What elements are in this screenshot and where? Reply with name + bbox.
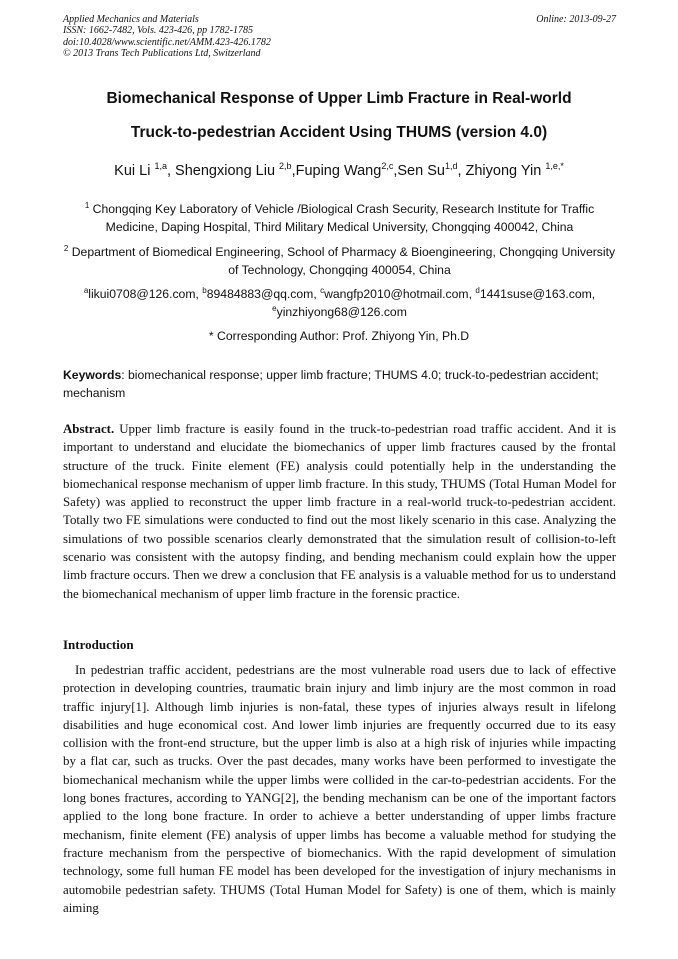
keywords-label: Keywords xyxy=(63,368,122,382)
introduction-paragraph: In pedestrian traffic accident, pedestrians are the most vulnerable road users due to lack of effective protection in developing countries, traumatic brain injury and limb injury are the most common in road traffic injury[1]. Although limb injuries is non-fatal, these types of injuries always result in lifelong disabilities and huge economical cost. And lower limb injuries are frequently occurred due to its easy collision with the front-end structure, but the upper limb is also at a high risk of injuries while impacting by a flat car, such as trucks. Over the past decades, many works have been performed to investigate the biomechanical mechanism while the upper limbs were collided in the car-to-pedestrian accidents. For the long bones fractures, according to YANG[2], the bending mechanism can be one of the important factors applied to the long bone fracture. In order to achieve a better understanding of upper limbs fracture mechanism, finite element (FE) analysis of upper limbs has become a valuable method for studying the fracture mechanism from the perspective of biomechanics. With the rapid development of simulation technology, some full human FE model has been developed for the investigation of injury mechanisms in automobile pedestrian safety. THUMS (Total Human Model for Safety) is one of them, which is mainly aiming xyxy=(63,663,616,915)
doi-line: doi:10.4028/www.scientific.net/AMM.423-426.1782 xyxy=(63,36,271,48)
paper-title-line-1: Biomechanical Response of Upper Limb Fracture in Real-world xyxy=(106,90,572,107)
keywords-text: : biomechanical response; upper limb fracture; THUMS 4.0; truck-to-pedestrian accident; mechanism xyxy=(63,368,599,400)
copyright-line: © 2013 Trans Tech Publications Ltd, Switzerland xyxy=(63,47,261,59)
email-link[interactable]: $^d$1441suse@163.com xyxy=(475,285,592,301)
email-link[interactable]: $^c$wangfp2010@hotmail.com xyxy=(320,285,469,301)
author: Sen Su$^{1,d}$, xyxy=(397,161,466,179)
author: Fuping Wang$^{2,c}$, xyxy=(295,161,398,179)
abstract-label: Abstract. xyxy=(63,422,115,436)
author: Shengxiong Liu $^{2,b}$, xyxy=(175,161,296,179)
author: Kui Li $^{1,a}$, xyxy=(114,161,176,179)
author-emails: $^a$likui0708@126.com, $^b$89484883@qq.com, $^c$wangfp2010@hotmail.com, $^d$1441suse@163.com, $^e$yinzhiyong68@126.com xyxy=(83,285,596,319)
abstract-text: Upper limb fracture is easily found in the truck-to-pedestrian road traffic accident. And it is important to understand and elucidate the biomechanics of upper limb fractures caused by the frontal structure of the truck. Finite element (FE) analysis could potentially help in the understanding the biomechanical response mechanism of upper limb fracture. In this study, THUMS (Total Human Model for Safety) was applied to reconstruct the upper limb fracture in a real-world truck-to-pedestrian accident. Totally two FE simulations were conducted to find out the most likely scenario in this case. Analyzing the simulations of two possible scenarios clearly demonstrated that the simulation result of collision-to-left scenario was consistent with the autopsy finding, and bending mechanism could explain how the upper limb fracture occurs. Then we drew a conclusion that FE analysis is a valuable method for us to understand the biomechanical mechanism of upper limb fracture in the forensic practice. xyxy=(63,422,616,601)
author: Zhiyong Yin $^{1,e,*}$ xyxy=(465,161,564,179)
journal-name: Applied Mechanics and Materials xyxy=(63,14,199,25)
corresponding-author: * Corresponding Author: Prof. Zhiyong Yin, Ph.D xyxy=(208,329,470,343)
journal-header xyxy=(63,14,616,59)
affiliation-2: $^2$ Department of Biomedical Engineering, School of Pharmacy & Bioengineering, Chongqing University of Technology, Chongqing 400054, China xyxy=(63,243,616,277)
author-list xyxy=(0,163,678,179)
paper-title-line-2: Truck-to-pedestrian Accident Using THUMS (version 4.0) xyxy=(130,124,548,141)
email-link[interactable]: $^b$89484883@qq.com xyxy=(202,285,314,301)
email-link[interactable]: $^e$yinzhiyong68@126.com xyxy=(272,303,407,319)
keywords xyxy=(63,367,616,402)
email-link[interactable]: $^a$likui0708@126.com xyxy=(83,285,196,301)
issn-line: ISSN: 1662-7482, Vols. 423-426, pp 1782-1785 xyxy=(63,25,253,37)
online-date: Online: 2013-09-27 xyxy=(536,14,616,25)
affiliation-1: $^1$ Chongqing Key Laboratory of Vehicle /Biological Crash Security, Research Institute for Traffic Medicine, Daping Hospital, Third Military Medical University, Chongqing 400042, China xyxy=(84,200,595,234)
abstract xyxy=(63,420,616,603)
section-heading-introduction: Introduction xyxy=(63,637,134,652)
